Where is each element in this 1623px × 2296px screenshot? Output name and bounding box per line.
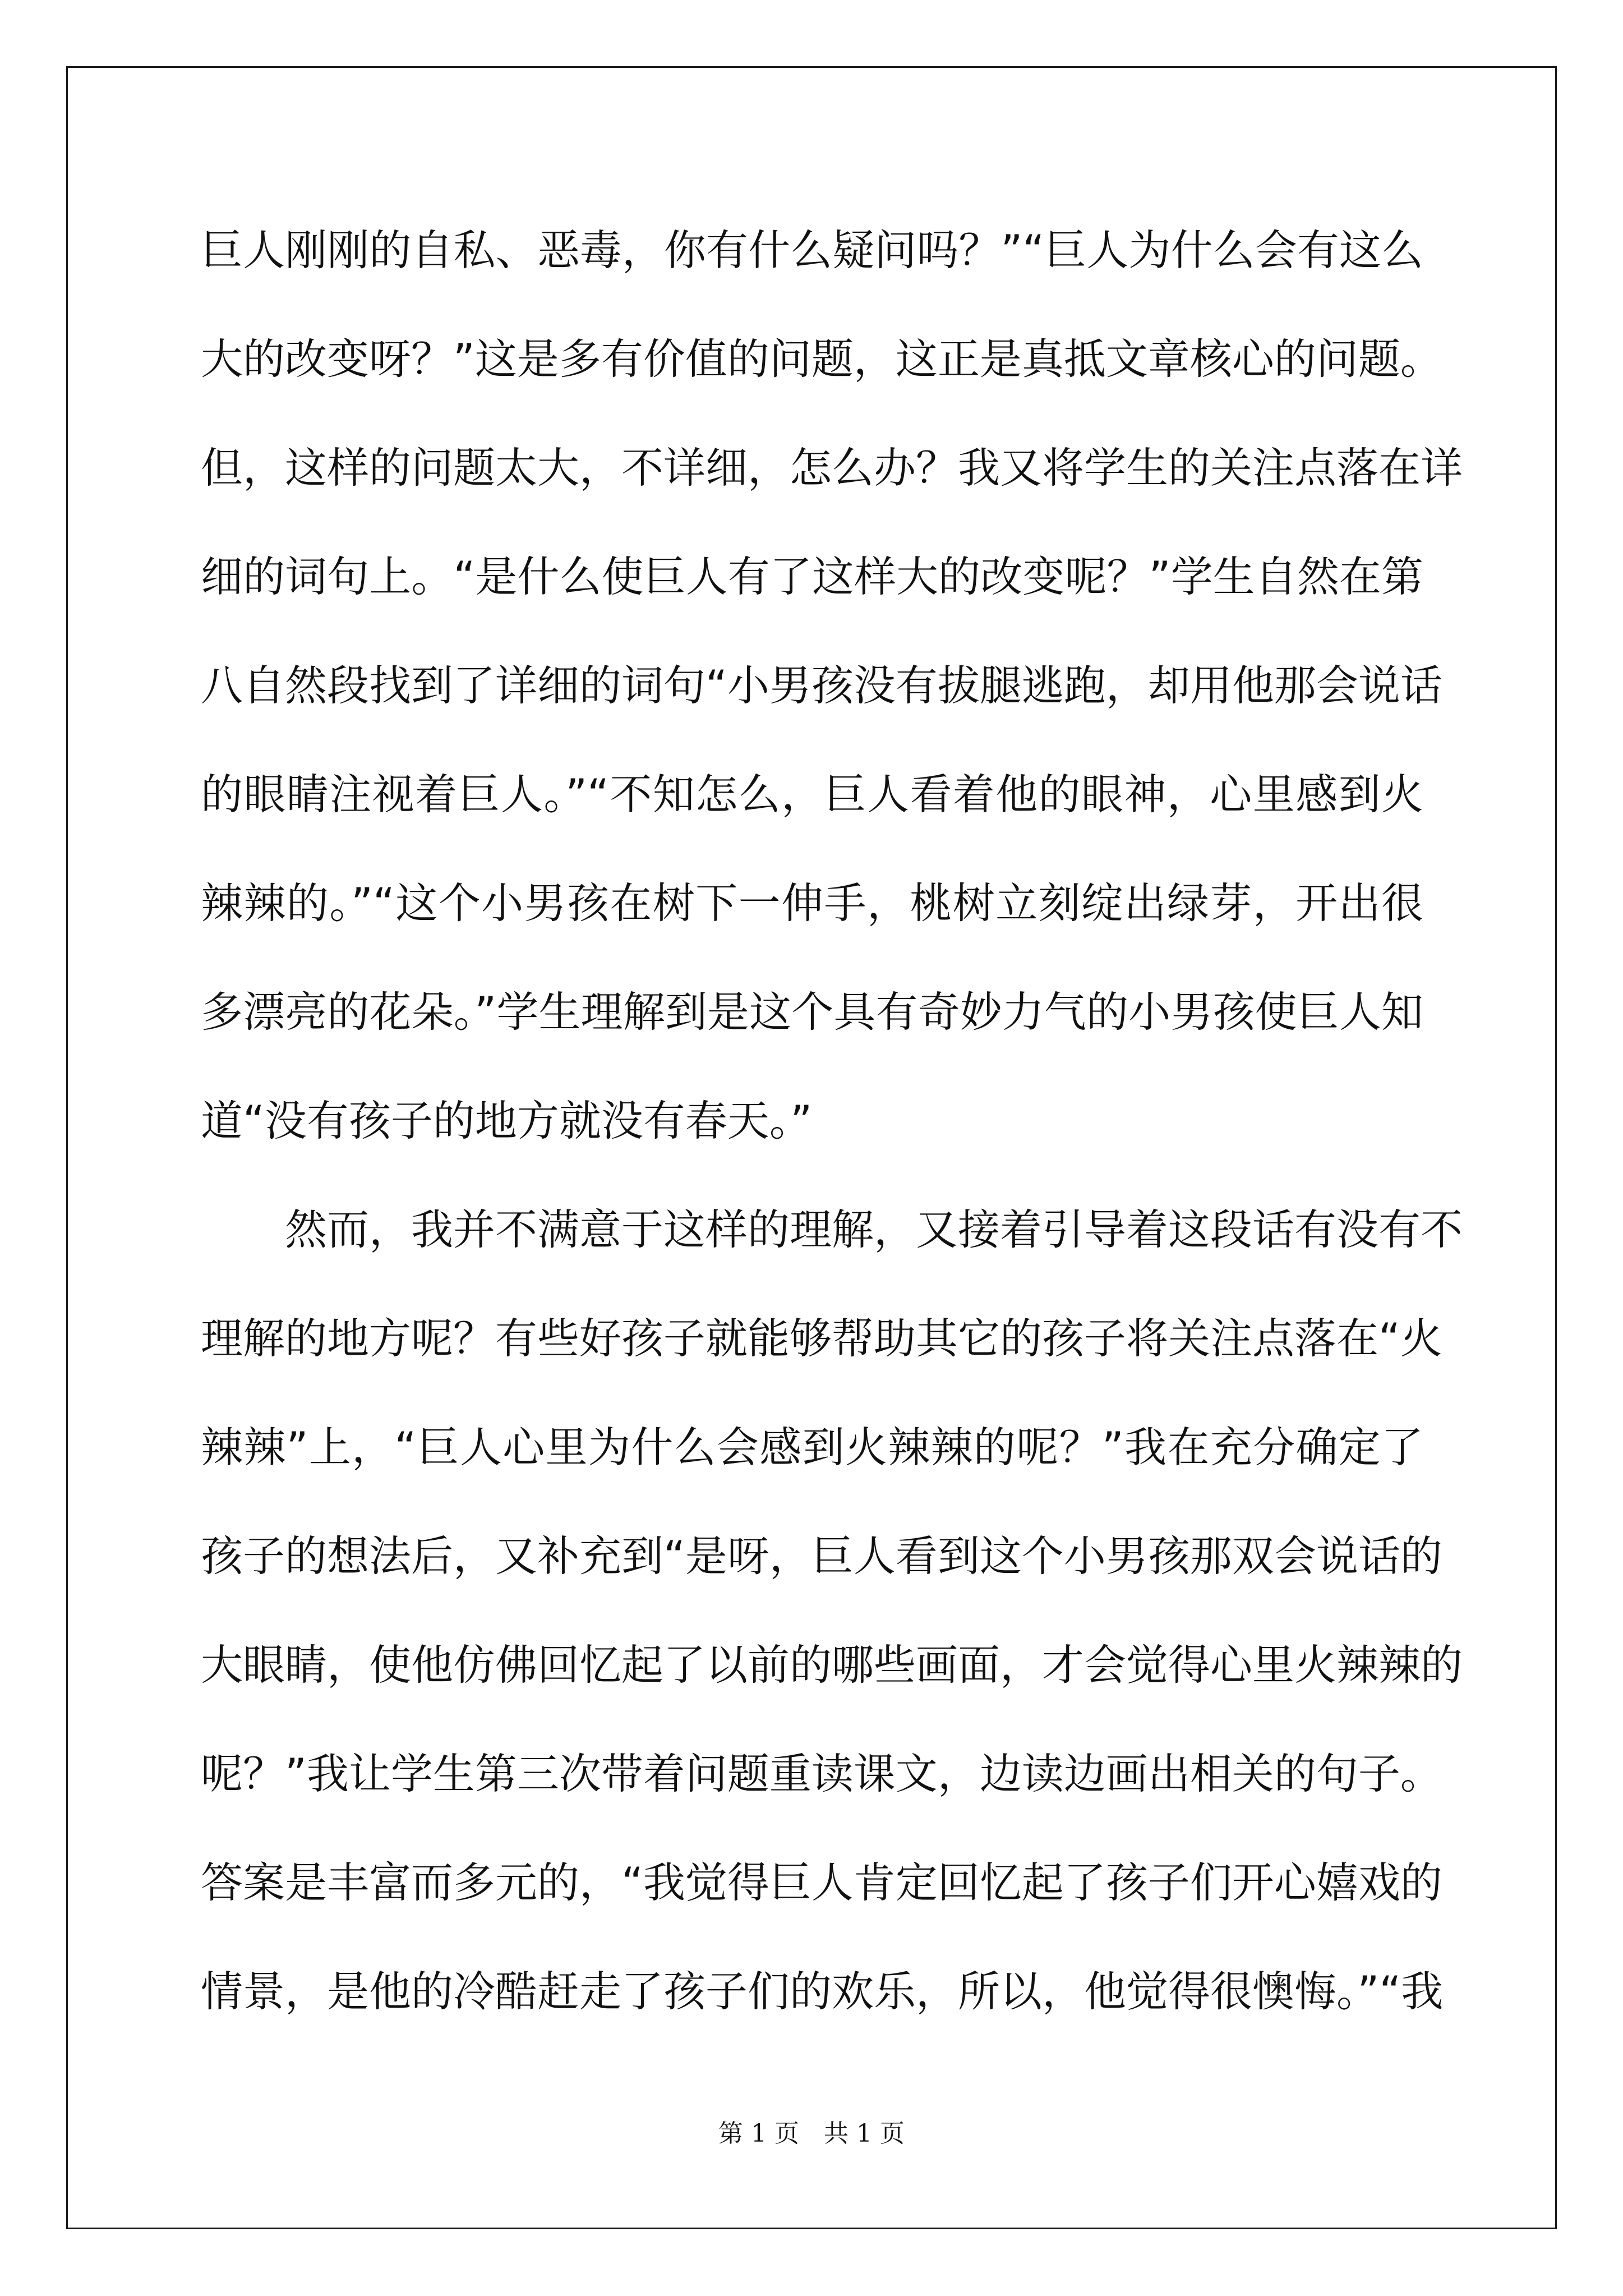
text-line: 大眼睛，使他仿佛回忆起了以前的哪些画面，才会觉得心里火辣辣的 bbox=[201, 1640, 1463, 1690]
text-line: 大的改变呀？”这是多有价值的问题，这正是真抵文章核心的问题。 bbox=[201, 334, 1442, 384]
text-line: 孩子的想法后，又补充到“是呀，巨人看到这个小男孩那双会说话的 bbox=[201, 1531, 1442, 1581]
text-line: 然而，我并不满意于这样的理解，又接着引导着这段话有没有不 bbox=[201, 1205, 1463, 1254]
text-line: 辣辣”上，“巨人心里为什么会感到火辣辣的呢？”我在充分确定了 bbox=[201, 1423, 1423, 1472]
text-line: 八自然段找到了详细的词句“小男孩没有拔腿逃跑，却用他那会说话 bbox=[201, 661, 1442, 710]
text-line: 细的词句上。“是什么使巨人有了这样大的改变呢？”学生自然在第 bbox=[201, 552, 1423, 601]
text-line: 巨人刚刚的自私、恶毒，你有什么疑问吗？”“巨人为什么会有这么 bbox=[201, 226, 1423, 275]
text-line: 理解的地方呢？有些好孩子就能够帮助其它的孩子将关注点落在“火 bbox=[201, 1314, 1442, 1363]
page-number: 第 1 页 共 1 页 bbox=[718, 2119, 905, 2148]
text-line: 情景，是他的冷酷赶走了孩子们的欢乐，所以，他觉得很懊悔。”“我 bbox=[201, 1967, 1444, 2016]
text-line: 多漂亮的花朵。”学生理解到是这个具有奇妙力气的小男孩使巨人知 bbox=[201, 987, 1423, 1037]
text-line: 答案是丰富而多元的，“我觉得巨人肯定回忆起了孩子们开心嬉戏的 bbox=[201, 1858, 1442, 1907]
text-line: 呢？”我让学生第三次带着问题重读课文，边读边画出相关的句子。 bbox=[201, 1749, 1442, 1798]
text-line: 道“没有孩子的地方就没有春天。” bbox=[201, 1096, 813, 1145]
text-line: 的眼睛注视着巨人。”“不知怎么，巨人看着他的眼神，心里感到火 bbox=[201, 770, 1423, 819]
text-line: 辣辣的。”“这个小男孩在树下一伸手，桃树立刻绽出绿芽，开出很 bbox=[201, 878, 1423, 928]
text-line: 但，这样的问题太大，不详细，怎么办？我又将学生的关注点落在详 bbox=[201, 443, 1463, 493]
